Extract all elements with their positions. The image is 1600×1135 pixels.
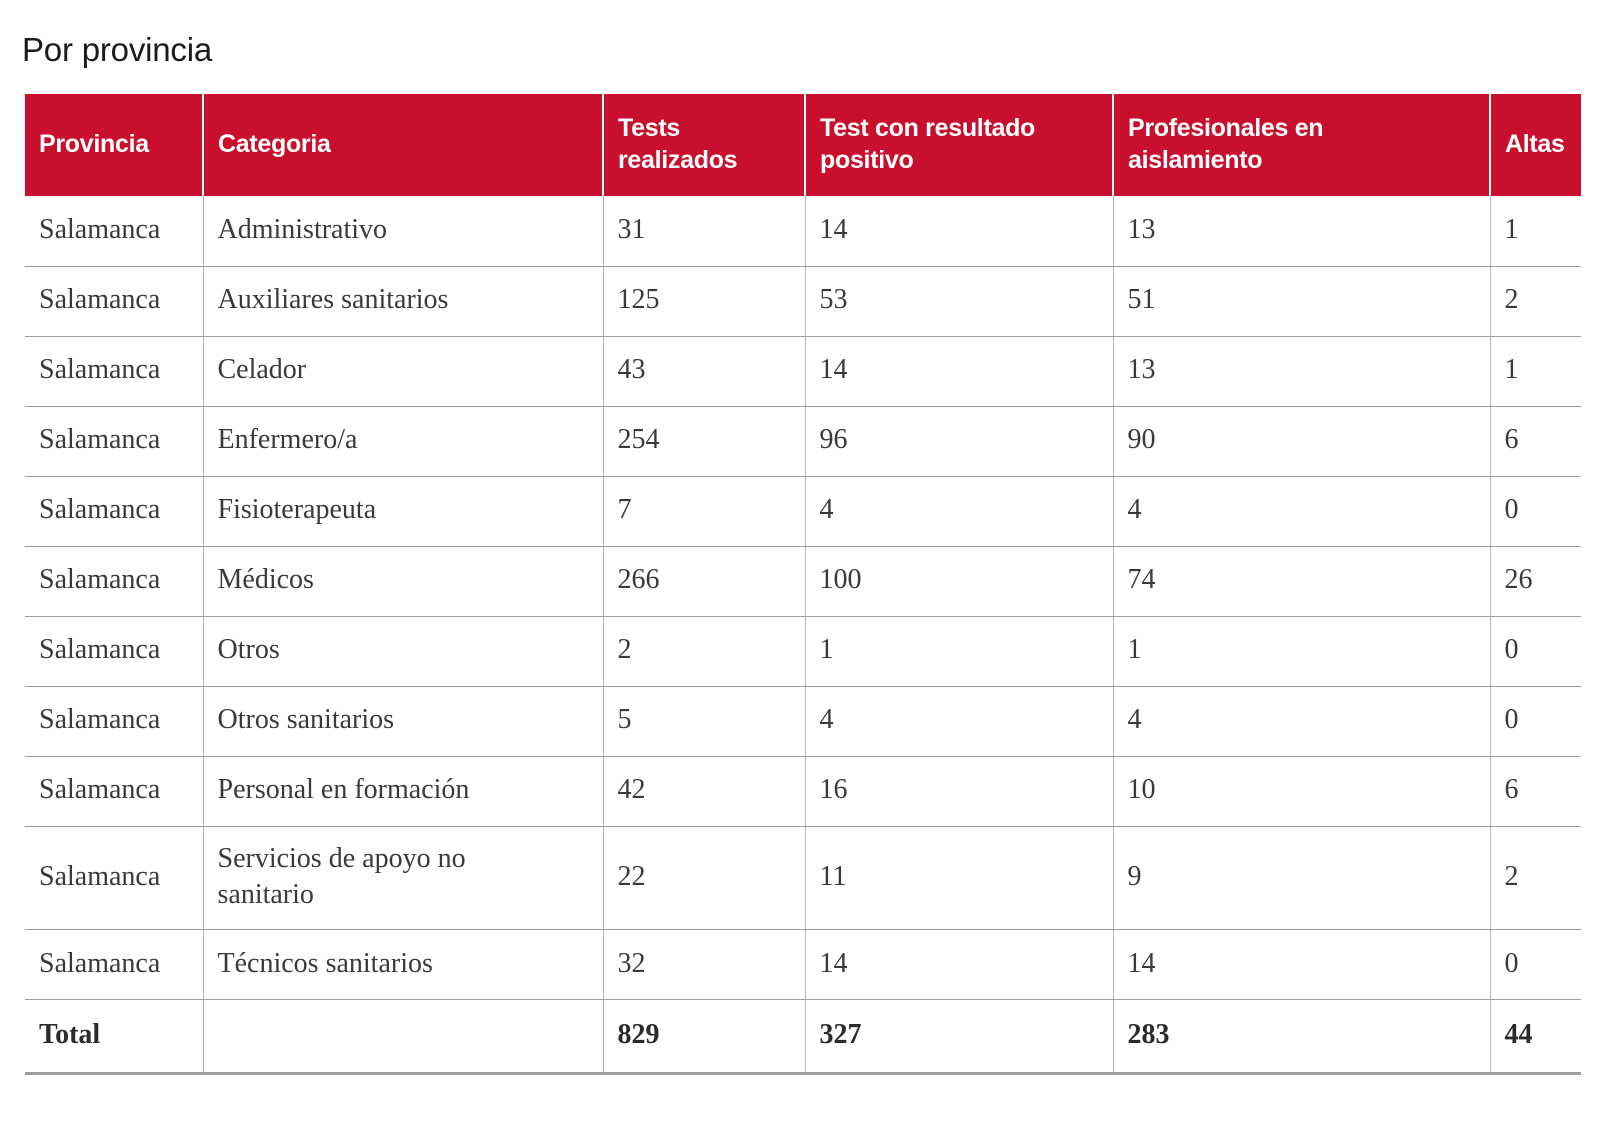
cell-profesionales-aislamiento: 13 <box>1113 196 1490 266</box>
cell-provincia: Salamanca <box>25 336 203 406</box>
cell-total-label: Total <box>25 1000 203 1074</box>
cell-categoria: Personal en formación <box>203 756 603 826</box>
cell-altas: 0 <box>1490 616 1581 686</box>
column-header-profesionales-aislamiento-line1: Profesionales en <box>1128 114 1324 142</box>
column-header-altas-label: Altas <box>1505 130 1565 158</box>
cell-profesionales-aislamiento: 10 <box>1113 756 1490 826</box>
cell-test-positivo: 4 <box>805 686 1113 756</box>
cell-categoria: Fisioterapeuta <box>203 476 603 546</box>
cell-profesionales-aislamiento: 74 <box>1113 546 1490 616</box>
table-row <box>25 406 1581 476</box>
cell-tests-realizados: 125 <box>603 266 805 336</box>
cell-categoria: Otros sanitarios <box>203 686 603 756</box>
cell-provincia: Salamanca <box>25 756 203 826</box>
cell-provincia: Salamanca <box>25 266 203 336</box>
table-total-row <box>25 1000 1581 1074</box>
cell-test-positivo: 11 <box>805 826 1113 930</box>
table-body <box>25 196 1581 1074</box>
column-header-tests-realizados-line2: realizados <box>618 146 738 174</box>
cell-test-positivo: 16 <box>805 756 1113 826</box>
table-row <box>25 616 1581 686</box>
cell-tests-realizados: 31 <box>603 196 805 266</box>
column-header-test-positivo[interactable] <box>805 94 1113 196</box>
cell-altas: 2 <box>1490 826 1581 930</box>
cell-tests-realizados: 32 <box>603 930 805 1000</box>
cell-total-test-positivo: 327 <box>805 1000 1113 1074</box>
cell-altas: 0 <box>1490 686 1581 756</box>
column-header-provincia[interactable] <box>25 94 203 196</box>
cell-test-positivo: 53 <box>805 266 1113 336</box>
cell-profesionales-aislamiento: 4 <box>1113 686 1490 756</box>
cell-categoria <box>203 826 603 930</box>
cell-altas: 0 <box>1490 476 1581 546</box>
table-row <box>25 476 1581 546</box>
table-container <box>25 94 1581 1075</box>
table-row <box>25 196 1581 266</box>
column-header-test-positivo-line1: Test con resultado <box>820 114 1036 142</box>
table-row <box>25 546 1581 616</box>
table-header-row <box>25 94 1581 196</box>
cell-profesionales-aislamiento: 1 <box>1113 616 1490 686</box>
cell-provincia: Salamanca <box>25 546 203 616</box>
table-row <box>25 930 1581 1000</box>
column-header-test-positivo-line2: positivo <box>820 146 914 174</box>
cell-tests-realizados: 2 <box>603 616 805 686</box>
column-header-tests-realizados[interactable] <box>603 94 805 196</box>
cell-tests-realizados: 5 <box>603 686 805 756</box>
page-title: Por provincia <box>22 31 212 69</box>
cell-altas: 1 <box>1490 336 1581 406</box>
column-header-provincia-label: Provincia <box>39 130 149 158</box>
cell-provincia: Salamanca <box>25 196 203 266</box>
cell-altas: 1 <box>1490 196 1581 266</box>
cell-categoria: Médicos <box>203 546 603 616</box>
cell-total-profesionales-aislamiento: 283 <box>1113 1000 1490 1074</box>
cell-total-tests-realizados: 829 <box>603 1000 805 1074</box>
cell-categoria: Auxiliares sanitarios <box>203 266 603 336</box>
cell-test-positivo: 4 <box>805 476 1113 546</box>
table-row <box>25 826 1581 930</box>
cell-altas: 6 <box>1490 756 1581 826</box>
cell-provincia: Salamanca <box>25 406 203 476</box>
cell-tests-realizados: 22 <box>603 826 805 930</box>
cell-profesionales-aislamiento: 4 <box>1113 476 1490 546</box>
cell-tests-realizados: 7 <box>603 476 805 546</box>
cell-profesionales-aislamiento: 51 <box>1113 266 1490 336</box>
column-header-categoria[interactable] <box>203 94 603 196</box>
cell-total-altas: 44 <box>1490 1000 1581 1074</box>
table-row <box>25 336 1581 406</box>
cell-altas: 2 <box>1490 266 1581 336</box>
cell-categoria-line1: Servicios de apoyo no <box>217 842 466 874</box>
table-row <box>25 686 1581 756</box>
cell-provincia: Salamanca <box>25 616 203 686</box>
cell-altas: 6 <box>1490 406 1581 476</box>
cell-categoria: Enfermero/a <box>203 406 603 476</box>
cell-test-positivo: 100 <box>805 546 1113 616</box>
cell-test-positivo: 14 <box>805 930 1113 1000</box>
cell-provincia: Salamanca <box>25 476 203 546</box>
cell-test-positivo: 1 <box>805 616 1113 686</box>
cell-tests-realizados: 266 <box>603 546 805 616</box>
cell-provincia: Salamanca <box>25 826 203 930</box>
cell-categoria: Técnicos sanitarios <box>203 930 603 1000</box>
column-header-profesionales-aislamiento-line2: aislamiento <box>1128 146 1263 174</box>
cell-total-categoria <box>203 1000 603 1074</box>
column-header-categoria-label: Categoria <box>218 130 331 158</box>
cell-altas: 26 <box>1490 546 1581 616</box>
cell-profesionales-aislamiento: 13 <box>1113 336 1490 406</box>
cell-test-positivo: 14 <box>805 196 1113 266</box>
cell-profesionales-aislamiento: 90 <box>1113 406 1490 476</box>
column-header-tests-realizados-line1: Tests <box>618 114 680 142</box>
cell-categoria: Otros <box>203 616 603 686</box>
table-row <box>25 266 1581 336</box>
cell-categoria: Celador <box>203 336 603 406</box>
table-header <box>25 94 1581 196</box>
column-header-profesionales-aislamiento[interactable] <box>1113 94 1490 196</box>
province-data-table <box>25 94 1581 1075</box>
cell-provincia: Salamanca <box>25 686 203 756</box>
cell-categoria-line2: sanitario <box>217 878 314 910</box>
table-row <box>25 756 1581 826</box>
cell-provincia: Salamanca <box>25 930 203 1000</box>
cell-categoria: Administrativo <box>203 196 603 266</box>
cell-altas: 0 <box>1490 930 1581 1000</box>
column-header-altas[interactable] <box>1490 94 1581 196</box>
cell-tests-realizados: 43 <box>603 336 805 406</box>
cell-tests-realizados: 42 <box>603 756 805 826</box>
cell-profesionales-aislamiento: 14 <box>1113 930 1490 1000</box>
cell-tests-realizados: 254 <box>603 406 805 476</box>
cell-test-positivo: 14 <box>805 336 1113 406</box>
cell-test-positivo: 96 <box>805 406 1113 476</box>
cell-profesionales-aislamiento: 9 <box>1113 826 1490 930</box>
